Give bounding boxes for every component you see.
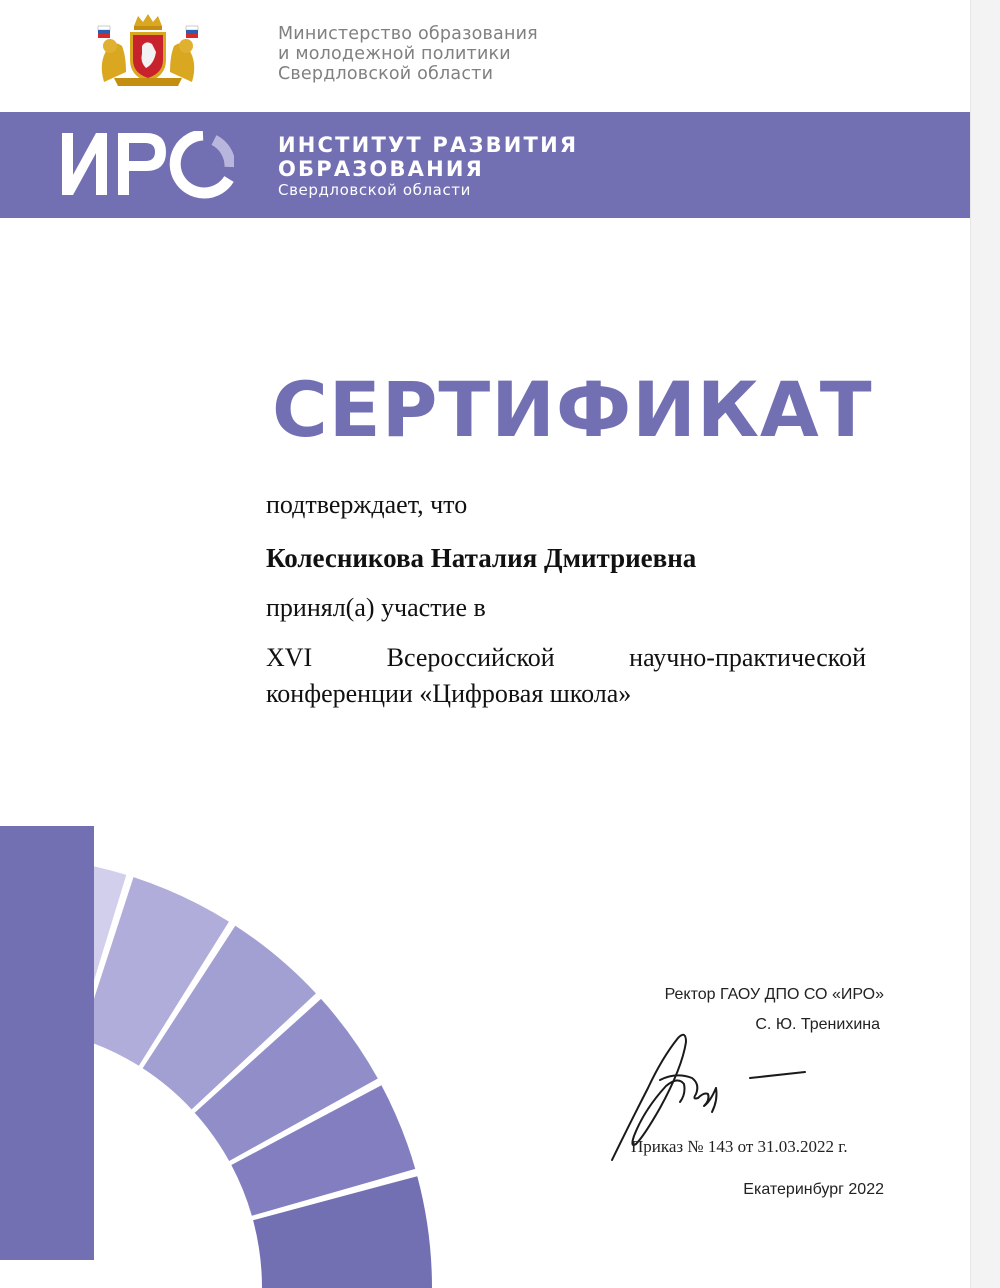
event-word: Всероссийской: [386, 643, 555, 672]
event-word: научно-практической: [629, 643, 866, 672]
recipient-name: Колесникова Наталия Дмитриевна: [266, 543, 697, 573]
iro-logo: [62, 131, 234, 199]
ring-left-bar: [0, 826, 94, 1260]
order-reference: Приказ № 143 от 31.03.2022 г.: [631, 1137, 848, 1156]
decorative-ring: [0, 800, 440, 1288]
ministry-line: Свердловской области: [278, 64, 494, 84]
coat-of-arms-icon: [96, 12, 200, 88]
city-year: Екатеринбург 2022: [743, 1181, 884, 1198]
event-word: XVI: [266, 643, 313, 672]
participation-text: принял(а) участие в: [266, 593, 486, 622]
institute-region: Свердловской области: [278, 181, 471, 199]
certificate-title: СЕРТИФИКАТ: [272, 365, 873, 454]
ministry-name: [278, 24, 538, 84]
event-line-1: [266, 641, 866, 675]
rector-name: С. Ю. Тренихина: [755, 1016, 880, 1033]
event-line-2: конференции «Цифровая школа»: [266, 679, 632, 708]
page-edge: [970, 0, 1000, 1288]
rector-title: Ректор ГАОУ ДПО СО «ИРО»: [664, 986, 884, 1003]
institute-name-line1: ИНСТИТУТ РАЗВИТИЯ: [278, 133, 579, 157]
institute-name: [278, 133, 578, 199]
ministry-line: и молодежной политики: [278, 44, 511, 64]
institute-name-line2: ОБРАЗОВАНИЯ: [278, 157, 485, 181]
ministry-line: Министерство образования: [278, 24, 538, 44]
confirms-text: подтверждает, что: [266, 490, 468, 519]
